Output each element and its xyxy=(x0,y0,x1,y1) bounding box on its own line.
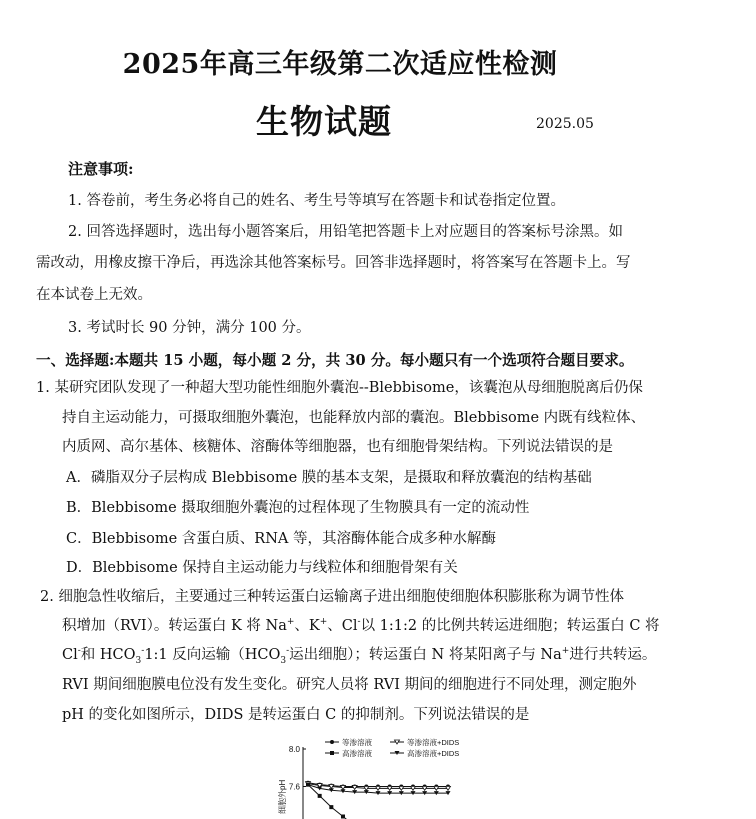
q2-line-3-part-a: Cl xyxy=(62,647,78,663)
exam-title: 2025年高三年级第二次适应性检测 xyxy=(122,49,558,80)
legend-label: 等渗溶液+DIDS xyxy=(407,738,460,747)
y-tick-label: 7.6 xyxy=(288,782,300,792)
notice-item-3: 3. 考试时长 90 分钟，满分 100 分。 xyxy=(68,320,311,336)
sup-minus: - xyxy=(286,646,290,657)
sup-plus: + xyxy=(286,617,295,628)
q1-option-c: C．Blebbisome 含蛋白质、RNA 等，其溶酶体能合成多种水解酶 xyxy=(66,531,496,547)
notice-item-2-line-2: 需改动，用橡皮擦干净后，再选涂其他答案标号。回答非选择题时，将答案写在答题卡上。写 xyxy=(36,255,631,271)
q2-line-2-part-b: 、K xyxy=(294,618,320,634)
q2-line-2-part-a: 积增加（RVI）。转运蛋白 K 将 Na xyxy=(62,618,287,634)
notice-heading: 注意事项: xyxy=(68,160,134,178)
q2-line-3-part-b: 和 HCO xyxy=(80,647,136,663)
data-point xyxy=(318,794,322,798)
q2-line-2-part-d: 以 1:1:2 的比例共转运进细胞；转运蛋白 C 将 xyxy=(360,618,660,634)
data-point xyxy=(341,815,345,819)
q2-stem-line-1: 2. 细胞急性收缩后，主要通过三种转运蛋白运输离子进出细胞使细胞体积膨胀称为调节性体 xyxy=(40,589,624,605)
sub-3: 3 xyxy=(280,655,287,666)
sup-plus: + xyxy=(561,646,570,657)
sub-3: 3 xyxy=(135,655,142,666)
q2-stem-line-2 xyxy=(62,614,660,635)
ph-line-chart xyxy=(270,736,470,819)
legend-label: 高渗溶液 xyxy=(342,749,372,758)
notice-item-1: 1. 答卷前，考生务必将自己的姓名、考生号等填写在答题卡和试卷指定位置。 xyxy=(68,193,565,209)
sup-minus: - xyxy=(77,646,81,657)
y-axis-label: 细胞外pH xyxy=(278,779,287,814)
sup-minus: - xyxy=(141,646,145,657)
section-1-heading: 一、选择题:本题共 15 小题，每小题 2 分，共 30 分。每小题只有一个选项符合题目要求。 xyxy=(36,352,634,369)
notice-item-2-line-3: 在本试卷上无效。 xyxy=(36,287,152,303)
q2-line-2-part-c: 、Cl xyxy=(327,618,358,634)
q1-option-a: A．磷脂双分子层构成 Blebbisome 膜的基本支架，是摄取和释放囊泡的结构基础 xyxy=(66,470,592,486)
sup-plus: + xyxy=(319,617,328,628)
chart-canvas xyxy=(270,736,470,819)
subject-title: 生物试题 xyxy=(256,102,392,141)
q2-line-3-part-d: 运出细胞）；转运蛋白 N 将某阳离子与 Na xyxy=(289,647,562,663)
exam-date: 2025.05 xyxy=(536,116,594,132)
q1-stem-line-2: 持自主运动能力，可摄取细胞外囊泡，也能释放内部的囊泡。Blebbisome 内既有线粒体、 xyxy=(62,410,646,426)
legend-label: 高渗溶液+DIDS xyxy=(407,749,460,758)
sup-minus: - xyxy=(357,617,361,628)
q1-stem-line-3: 内质网、高尔基体、核糖体、溶酶体等细胞器，也有细胞骨架结构。下列说法错误的是 xyxy=(62,439,613,455)
y-tick-label: 8.0 xyxy=(288,745,300,754)
legend-marker xyxy=(330,751,334,755)
q2-stem-line-3 xyxy=(62,643,656,664)
legend-label: 等渗溶液 xyxy=(342,738,372,747)
q1-option-d: D．Blebbisome 保持自主运动能力与线粒体和细胞骨架有关 xyxy=(66,560,458,576)
q2-line-3-part-c: 1:1 反向运输（HCO xyxy=(144,647,281,663)
q2-line-3-part-e: 进行共转运。 xyxy=(569,647,657,663)
q2-stem-line-4: RVI 期间细胞膜电位没有发生变化。研究人员将 RVI 期间的细胞进行不同处理，测定胞外 xyxy=(62,677,637,693)
q2-stem-line-5: pH 的变化如图所示，DIDS 是转运蛋白 C 的抑制剂。下列说法错误的是 xyxy=(62,707,530,723)
legend-marker xyxy=(330,740,334,744)
data-point xyxy=(329,805,333,809)
q1-option-b: B．Blebbisome 摄取细胞外囊泡的过程体现了生物膜具有一定的流动性 xyxy=(66,500,530,516)
q1-stem-line-1: 1. 某研究团队发现了一种超大型功能性细胞外囊泡--Blebbisome，该囊泡从母细胞脱离后仍保 xyxy=(36,380,643,396)
notice-item-2-line-1: 2. 回答选择题时，选出每小题答案后，用铅笔把答题卡上对应题目的答案标号涂黑。如 xyxy=(68,224,623,240)
